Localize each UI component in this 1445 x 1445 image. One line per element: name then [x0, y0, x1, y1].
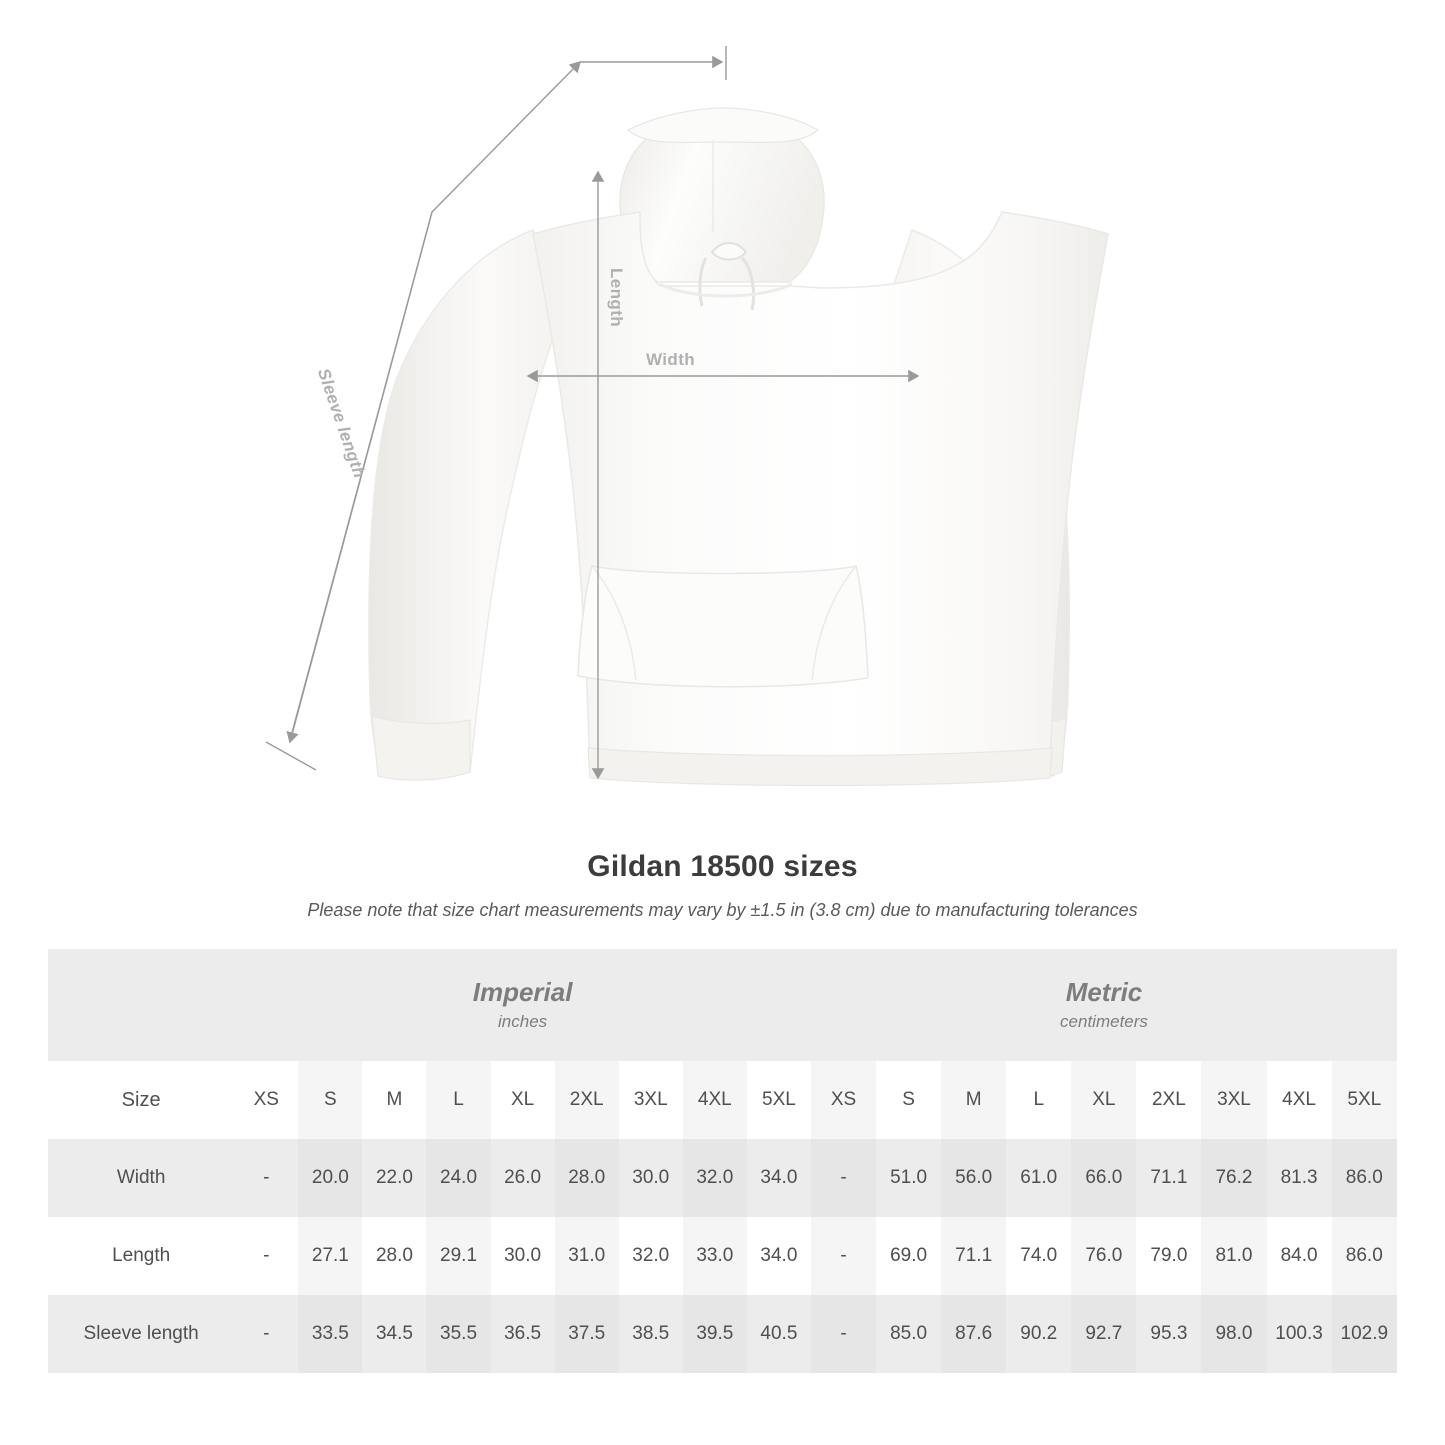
imperial-unit-sub: inches [498, 1011, 548, 1031]
row-label-sleeve-length: Sleeve length [48, 1295, 234, 1373]
length-imperial-xl: 30.0 [491, 1217, 555, 1295]
unit-row-spacer [48, 949, 234, 1061]
unit-header-row [48, 949, 1397, 1061]
row-label-length: Length [48, 1217, 234, 1295]
header-imperial-4xl: 4XL [683, 1061, 747, 1139]
size-header-cell: Size [48, 1061, 234, 1139]
width-imperial-m: 22.0 [362, 1139, 426, 1217]
length-imperial-s: 27.1 [298, 1217, 362, 1295]
length-metric-2xl: 79.0 [1136, 1217, 1201, 1295]
table-row [48, 1139, 1397, 1217]
header-metric-xl: XL [1071, 1061, 1136, 1139]
size-table [48, 949, 1397, 1373]
metric-unit-sub: centimeters [1060, 1011, 1148, 1031]
width-metric-m: 56.0 [941, 1139, 1006, 1217]
width-metric-l: 61.0 [1006, 1139, 1071, 1217]
tolerance-note: Please note that size chart measurements may vary by ±1.5 in (3.8 cm) due to manufacturing tolerances [307, 900, 1138, 920]
width-imperial-5xl: 34.0 [747, 1139, 811, 1217]
table-row [48, 1217, 1397, 1295]
table-row [48, 1295, 1397, 1373]
width-metric-5xl: 86.0 [1332, 1139, 1397, 1217]
width-imperial-l: 24.0 [426, 1139, 490, 1217]
length-metric-s: 69.0 [876, 1217, 941, 1295]
header-imperial-xs: XS [234, 1061, 298, 1139]
sleeve-imperial-4xl: 39.5 [683, 1295, 747, 1373]
sleeve-metric-5xl: 102.9 [1332, 1295, 1397, 1373]
width-metric-s: 51.0 [876, 1139, 941, 1217]
header-imperial-m: M [362, 1061, 426, 1139]
header-imperial-s: S [298, 1061, 362, 1139]
length-metric-xs: - [811, 1217, 876, 1295]
length-imperial-l: 29.1 [426, 1217, 490, 1295]
width-metric-3xl: 76.2 [1201, 1139, 1266, 1217]
metric-unit-cell [811, 949, 1397, 1061]
width-imperial-xl: 26.0 [491, 1139, 555, 1217]
sleeve-metric-l: 90.2 [1006, 1295, 1071, 1373]
size-table-wrapper [48, 949, 1397, 1373]
row-label-width: Width [48, 1139, 234, 1217]
header-metric-4xl: 4XL [1267, 1061, 1332, 1139]
width-metric-4xl: 81.3 [1267, 1139, 1332, 1217]
sleeve-imperial-m: 34.5 [362, 1295, 426, 1373]
header-metric-2xl: 2XL [1136, 1061, 1201, 1139]
length-metric-4xl: 84.0 [1267, 1217, 1332, 1295]
sleeve-imperial-xs: - [234, 1295, 298, 1373]
width-imperial-2xl: 28.0 [555, 1139, 619, 1217]
sleeve-metric-3xl: 98.0 [1201, 1295, 1266, 1373]
length-dimension-label: Length [607, 268, 626, 328]
header-metric-l: L [1006, 1061, 1071, 1139]
width-metric-xl: 66.0 [1071, 1139, 1136, 1217]
imperial-unit-cell [234, 949, 811, 1061]
width-dimension-label: Width [646, 350, 696, 369]
imperial-unit-name: Imperial [472, 977, 573, 1007]
header-metric-3xl: 3XL [1201, 1061, 1266, 1139]
header-imperial-l: L [426, 1061, 490, 1139]
sleeve-imperial-s: 33.5 [298, 1295, 362, 1373]
sleeve-metric-4xl: 100.3 [1267, 1295, 1332, 1373]
header-imperial-2xl: 2XL [555, 1061, 619, 1139]
length-metric-l: 74.0 [1006, 1217, 1071, 1295]
length-metric-m: 71.1 [941, 1217, 1006, 1295]
header-metric-s: S [876, 1061, 941, 1139]
page-title: Gildan 18500 sizes [587, 850, 858, 883]
width-imperial-3xl: 30.0 [619, 1139, 683, 1217]
length-imperial-2xl: 31.0 [555, 1217, 619, 1295]
column-header-row [48, 1061, 1397, 1139]
width-imperial-xs: - [234, 1139, 298, 1217]
metric-unit-name: Metric [1065, 977, 1143, 1007]
length-metric-5xl: 86.0 [1332, 1217, 1397, 1295]
length-metric-xl: 76.0 [1071, 1217, 1136, 1295]
header-metric-xs: XS [811, 1061, 876, 1139]
header-imperial-3xl: 3XL [619, 1061, 683, 1139]
width-imperial-s: 20.0 [298, 1139, 362, 1217]
sleeve-imperial-2xl: 37.5 [555, 1295, 619, 1373]
sleeve-length-dimension-text: Sleeve length [313, 365, 370, 481]
width-imperial-4xl: 32.0 [683, 1139, 747, 1217]
sleeve-metric-2xl: 95.3 [1136, 1295, 1201, 1373]
header-metric-m: M [941, 1061, 1006, 1139]
sleeve-length-dimension-label [313, 365, 370, 486]
length-metric-3xl: 81.0 [1201, 1217, 1266, 1295]
sleeve-metric-m: 87.6 [941, 1295, 1006, 1373]
sleeve-metric-xs: - [811, 1295, 876, 1373]
width-metric-xs: - [811, 1139, 876, 1217]
title-block [0, 850, 1445, 921]
length-imperial-3xl: 32.0 [619, 1217, 683, 1295]
length-imperial-xs: - [234, 1217, 298, 1295]
sleeve-imperial-l: 35.5 [426, 1295, 490, 1373]
header-imperial-5xl: 5XL [747, 1061, 811, 1139]
hoodie-garment [369, 108, 1108, 786]
width-metric-2xl: 71.1 [1136, 1139, 1201, 1217]
header-metric-5xl: 5XL [1332, 1061, 1397, 1139]
sleeve-imperial-3xl: 38.5 [619, 1295, 683, 1373]
length-imperial-4xl: 33.0 [683, 1217, 747, 1295]
sleeve-metric-xl: 92.7 [1071, 1295, 1136, 1373]
sleeve-metric-s: 85.0 [876, 1295, 941, 1373]
length-imperial-5xl: 34.0 [747, 1217, 811, 1295]
sleeve-imperial-xl: 36.5 [491, 1295, 555, 1373]
length-imperial-m: 28.0 [362, 1217, 426, 1295]
header-imperial-xl: XL [491, 1061, 555, 1139]
sleeve-imperial-5xl: 40.5 [747, 1295, 811, 1373]
